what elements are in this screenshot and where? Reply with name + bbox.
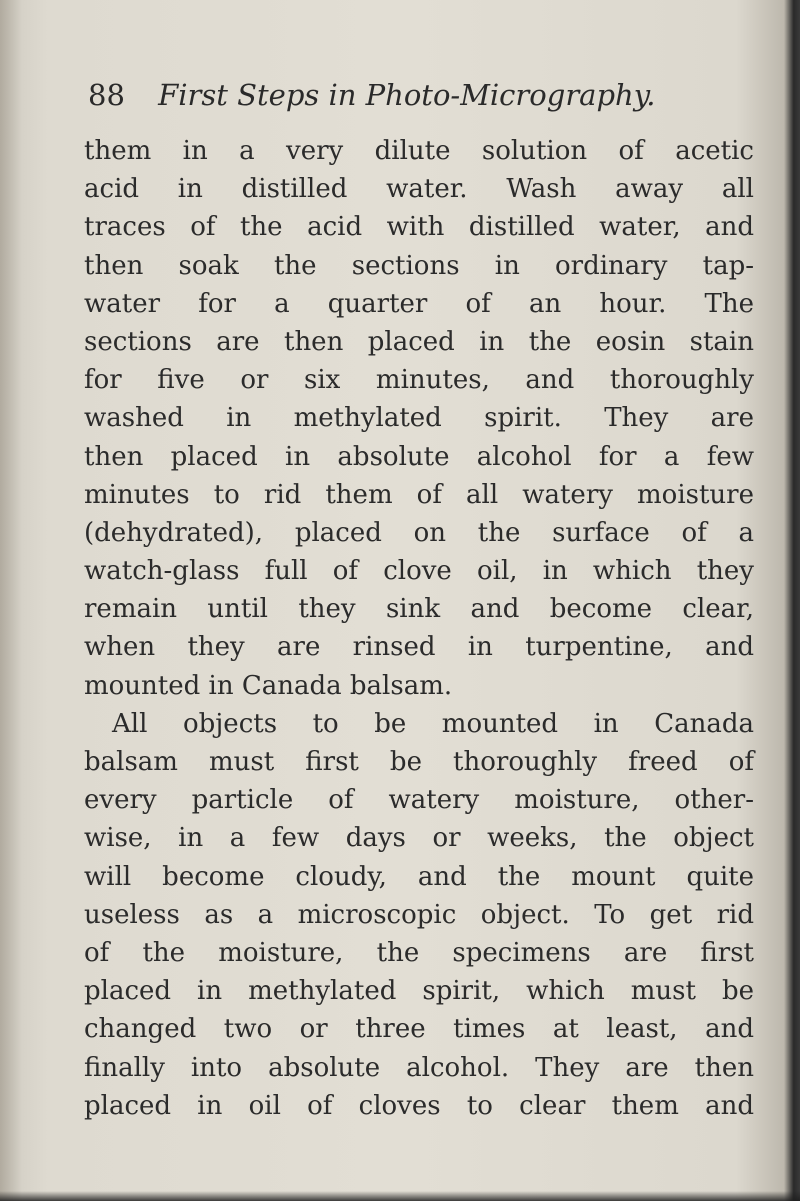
text-line: remain until they sink and become clear, — [84, 594, 754, 625]
text-line: every particle of watery moisture, other- — [84, 785, 754, 816]
text-line: minutes to rid them of all watery moisture — [84, 479, 754, 510]
text-line: All objects to be mounted in Canada — [112, 708, 754, 739]
text-line: traces of the acid with distilled water, and — [84, 212, 754, 243]
text-line: when they are rinsed in turpentine, and — [84, 632, 754, 663]
text-line: changed two or three times at least, and — [84, 1014, 754, 1045]
text-line: finally into absolute alcohol. They are then — [84, 1052, 754, 1083]
text-line: will become cloudy, and the mount quite — [84, 861, 754, 892]
text-line: useless as a microscopic object. To get rid — [84, 899, 754, 930]
text-line: wise, in a few days or weeks, the object — [84, 823, 754, 854]
text-line: then placed in absolute alcohol for a few — [84, 441, 754, 472]
text-line: sections are then placed in the eosin stain — [84, 326, 754, 357]
text-line: them in a very dilute solution of acetic — [84, 136, 754, 166]
running-title: First Steps in Photo-Micrography. — [158, 78, 656, 112]
page-number: 88 — [88, 78, 125, 112]
text-line: washed in methylated spirit. They are — [84, 403, 754, 434]
text-line: for five or six minutes, and thoroughly — [84, 365, 754, 396]
text-line: acid in distilled water. Wash away all — [84, 174, 754, 205]
running-head — [88, 78, 728, 112]
text-line: placed in oil of cloves to clear them and — [84, 1090, 754, 1121]
text-line: watch-glass full of clove oil, in which they — [84, 556, 754, 587]
text-line: mounted in Canada balsam. — [84, 670, 453, 701]
body-text — [84, 132, 754, 1125]
text-line: balsam must first be thoroughly freed of — [84, 747, 754, 777]
text-line: then soak the sections in ordinary tap- — [84, 250, 754, 281]
text-line: (dehydrated), placed on the surface of a — [84, 517, 754, 548]
text-line: of the moisture, the specimens are first — [84, 937, 754, 968]
text-line: placed in methylated spirit, which must be — [84, 976, 754, 1007]
text-line: water for a quarter of an hour. The — [84, 288, 754, 319]
